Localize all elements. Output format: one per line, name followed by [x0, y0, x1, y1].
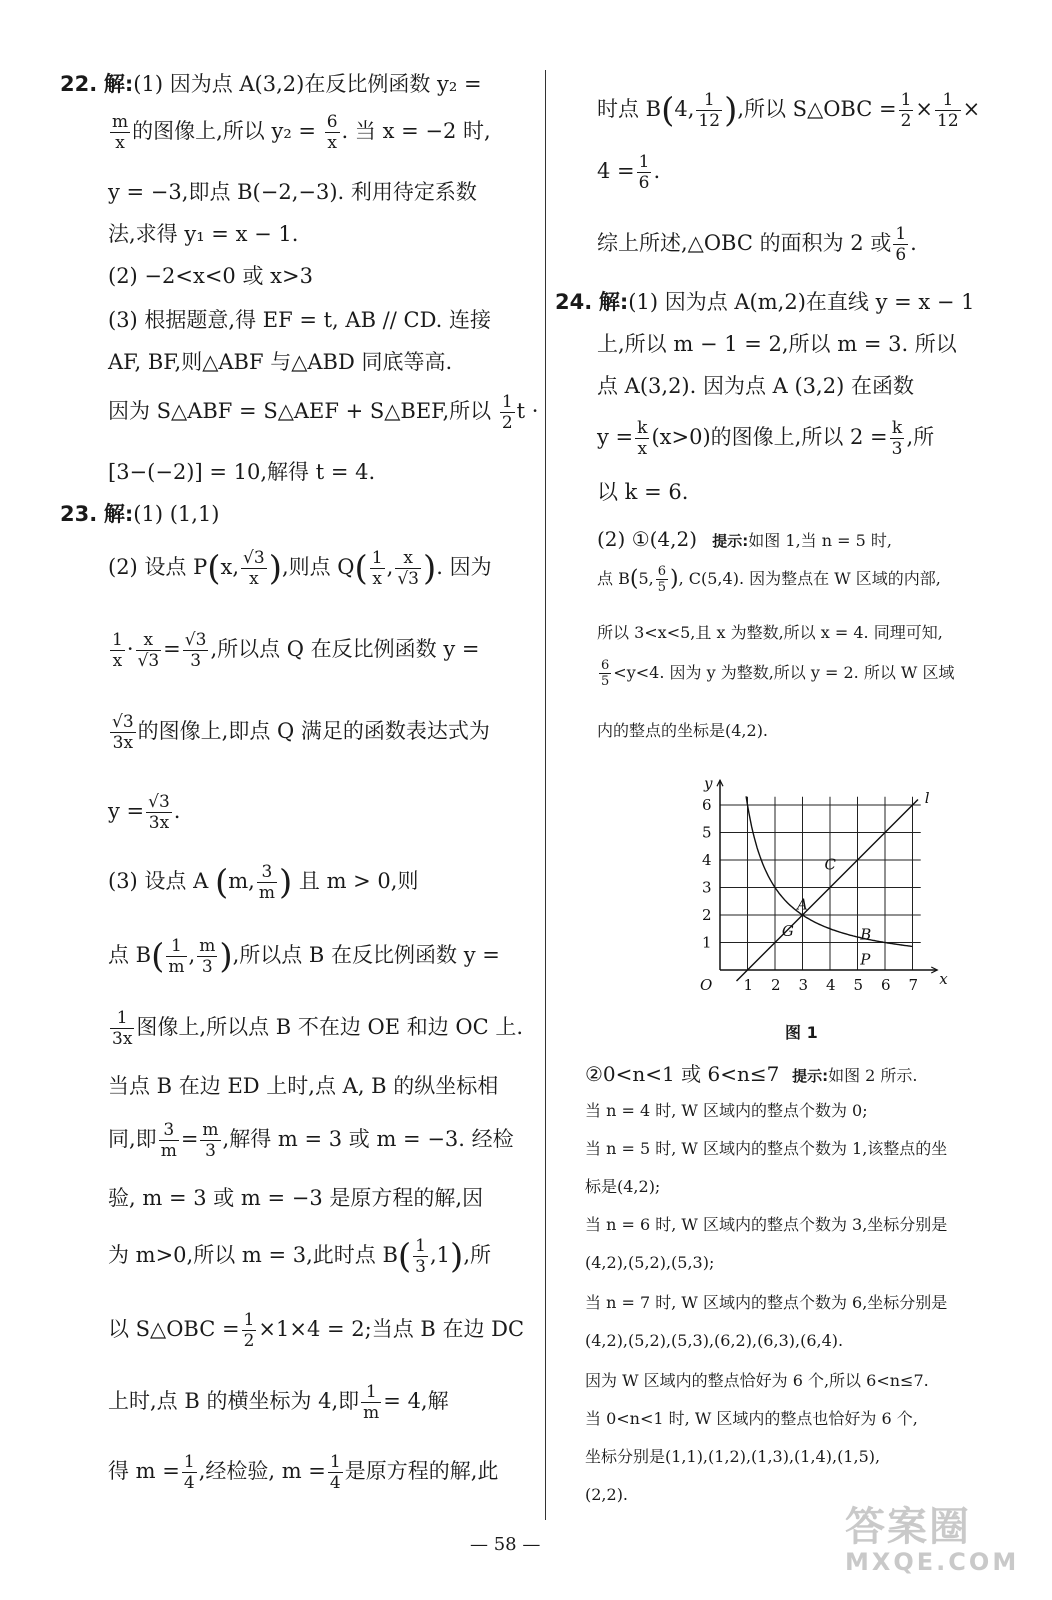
fraction: $\frac{1}{6}$: [638, 152, 650, 193]
q24-case-2b: 标是(4,2);: [585, 1177, 661, 1196]
fraction: $\frac{√3}{x}$: [243, 548, 265, 589]
q22-line-8: 因为 S△ABF = S△AEF + S△BEF,所以 $\frac{1}{2}$ t ·: [108, 392, 539, 433]
q22-line-1: 22. 解:(1) 因为点 A(3,2)在反比例函数 y₂ =: [60, 72, 482, 96]
q23-line-10: 同,即 $\frac{3}{m}$ = $\frac{m}{3}$ ,解得 m = 3 或 m = −3. 经检: [108, 1120, 514, 1161]
point-a-label: A: [797, 895, 808, 914]
q24-hint-line-5: 内的整点的坐标是(4,2).: [597, 721, 769, 740]
q23-line-2: (2) 设点 P(x, $\frac{√3}{x}$ ),则点 Q( $\frac{1}{x}$ , $\frac{x}{√3}$ ). 因为: [108, 548, 492, 589]
q23-continued-1: 时点 B(4, $\frac{1}{12}$ ),所以 S△OBC = $\frac{1}{2}$ × $\frac{1}{12}$ ×: [597, 90, 981, 131]
page-number: — 58 —: [470, 1534, 541, 1555]
fraction: $\frac{m}{3}$: [202, 1120, 219, 1161]
q24-case-4: 当 n = 7 时, W 区域内的整点个数为 6,坐标分别是: [585, 1293, 948, 1312]
q22-number: 22.: [60, 72, 98, 96]
watermark-logo: 答案圈 MXQE.COM: [845, 1504, 1020, 1576]
q22-line-5: (2) −2<x<0 或 x>3: [108, 264, 313, 288]
q23-line-3: $\frac{1}{x}$ · $\frac{x}{√3}$ = $\frac{√3}{3}$ ,所以点 Q 在反比例函数 y =: [112, 630, 480, 671]
q23-line-14: 上时,点 B 的横坐标为 4,即 $\frac{1}{m}$ = 4,解: [108, 1382, 449, 1423]
fraction: $\frac{√3}{3}$: [184, 630, 207, 671]
q23-line-11: 验, m = 3 或 m = −3 是原方程的解,因: [108, 1186, 484, 1210]
fraction: $\frac{3}{m}$: [160, 1120, 177, 1161]
y-axis-label: y: [704, 774, 713, 793]
line-l-label: l: [924, 788, 930, 807]
figure-1-graph: [665, 765, 948, 1005]
q23-line-7: 点 B( $\frac{1}{m}$ , $\frac{m}{3}$ ),所以点 B 在反比例函数 y =: [108, 936, 500, 977]
q22-line-2: $\frac{m}{x}$ 的图像上,所以 y₂ = $\frac{6}{x}$ . 当 x = −2 时,: [112, 112, 491, 153]
fraction: $\frac{m}{3}$: [199, 936, 216, 977]
point-b-label: B: [860, 925, 872, 944]
fraction: $\frac{√3}{3x}$: [112, 712, 134, 753]
q24-jie: 解:: [598, 290, 629, 314]
q22-line-3: y = −3,即点 B(−2,−3). 利用待定系数: [108, 180, 477, 204]
q24-line-1: 24. 解:(1) 因为点 A(m,2)在直线 y = x − 1: [555, 290, 975, 314]
y-tick-label: 3: [702, 878, 712, 897]
fraction: $\frac{3}{m}$: [258, 862, 275, 903]
q22-line-6: (3) 根据题意,得 EF = t, AB // CD. 连接: [108, 308, 492, 332]
q24-part2-line: ②0<n<1 或 6<n≤7 提示:如图 2 所示.: [585, 1062, 918, 1086]
q23-line-9: 当点 B 在边 ED 上时,点 A, B 的纵坐标相: [108, 1074, 499, 1098]
q23-conclusion: 综上所述,△OBC 的面积为 2 或 $\frac{1}{6}$ .: [597, 224, 917, 265]
q24-case-1: 当 n = 4 时, W 区域内的整点个数为 0;: [585, 1101, 868, 1120]
fraction: $\frac{1}{2}$: [243, 1310, 255, 1351]
point-c-label: C: [824, 855, 836, 874]
y-tick-label: 1: [702, 933, 712, 952]
fraction: $\frac{1}{x}$: [371, 548, 383, 589]
y-tick-label: 2: [702, 906, 712, 924]
x-tick-label: 2: [771, 976, 781, 994]
q24-number: 24.: [555, 290, 593, 314]
x-axis-label: x: [939, 970, 948, 988]
x-tick-label: 5: [853, 976, 864, 994]
q24-line-2: 上,所以 m − 1 = 2,所以 m = 3. 所以: [597, 332, 957, 356]
q24-case-3: 当 n = 6 时, W 区域内的整点个数为 3,坐标分别是: [585, 1215, 948, 1234]
fraction: $\frac{1}{m}$: [363, 1382, 380, 1423]
q23-line-5: y = $\frac{√3}{3x}$ .: [108, 792, 181, 833]
q24-conclusion-4: (2,2).: [585, 1485, 629, 1504]
q24-line-3: 点 A(3,2). 因为点 A (3,2) 在函数: [597, 374, 914, 398]
x-tick-label: 1: [743, 976, 754, 994]
q23-line-8: $\frac{1}{3x}$ 图像上,所以点 B 不在边 OE 和边 OC 上.: [112, 1008, 524, 1049]
fraction: $\frac{x}{√3}$: [397, 548, 419, 589]
q24-conclusion-3: 坐标分别是(1,1),(1,2),(1,3),(1,4),(1,5),: [585, 1447, 881, 1466]
fraction: $\frac{1}{12}$: [698, 90, 721, 131]
q22-line-4: 法,求得 y₁ = x − 1.: [108, 222, 299, 246]
line-l: [737, 800, 919, 982]
q24-case-2: 当 n = 5 时, W 区域内的整点个数为 1,该整点的坐: [585, 1139, 948, 1158]
q24-case-4b: (4,2),(5,2),(5,3),(6,2),(6,3),(6,4).: [585, 1331, 844, 1350]
q22-line-7: AF, BF,则△ABF 与△ABD 同底等高.: [108, 350, 453, 374]
fraction: $\frac{x}{√3}$: [137, 630, 160, 671]
y-tick-label: 6: [702, 796, 712, 814]
q24-hint-line-1: (2) ①(4,2) 提示:如图 1,当 n = 5 时,: [597, 527, 892, 551]
point-p-label: P: [860, 950, 871, 969]
q22-line-9: [3−(−2)] = 10,解得 t = 4.: [108, 460, 376, 484]
q23-line-6: (3) 设点 A (m, $\frac{3}{m}$ ) 且 m > 0,则: [108, 862, 419, 903]
figure-axes: [717, 780, 937, 973]
q24-case-3b: (4,2),(5,2),(5,3);: [585, 1253, 715, 1272]
fraction: $\frac{1}{12}$: [937, 90, 959, 131]
fraction: $\frac{6}{5}$: [601, 658, 610, 689]
fraction: $\frac{1}{m}$: [168, 936, 185, 977]
q23-continued-2: 4 = $\frac{1}{6}$ .: [597, 152, 661, 193]
fraction: $\frac{k}{x}$: [637, 418, 648, 459]
fraction: $\frac{k}{3}$: [891, 418, 903, 459]
origin-label: O: [700, 976, 713, 994]
q23-line-12: 为 m>0,所以 m = 3,此时点 B( $\frac{1}{3}$ ,1),所: [108, 1236, 491, 1277]
figure-caption: 图 1: [785, 1023, 818, 1042]
fraction: $\frac{1}{6}$: [895, 224, 907, 265]
column-divider: [545, 70, 546, 1520]
q23-line-15: 得 m = $\frac{1}{4}$ ,经检验, m = $\frac{1}{4}$ 是原方程的解,此: [108, 1452, 499, 1493]
q22-jie: 解:: [103, 72, 134, 96]
x-tick-label: 7: [908, 976, 919, 994]
q23-line-4: $\frac{√3}{3x}$ 的图像上,即点 Q 满足的函数表达式为: [112, 712, 490, 753]
q24-line-4: y = $\frac{k}{x}$ (x>0)的图像上,所以 2 = $\frac{k}{3}$ ,所: [597, 418, 935, 459]
point-g-label: G: [781, 922, 794, 941]
q24-conclusion-1: 因为 W 区域内的整点恰好为 6 个,所以 6<n≤7.: [585, 1371, 929, 1390]
fraction: $\frac{6}{5}$: [657, 564, 666, 595]
y-tick-label: 4: [702, 851, 712, 869]
fraction: $\frac{m}{x}$: [112, 112, 129, 153]
q24-conclusion-2: 当 0<n<1 时, W 区域内的整点也恰好为 6 个,: [585, 1409, 918, 1428]
fraction: $\frac{1}{3x}$: [112, 1008, 133, 1049]
q23-jie: 解:: [103, 502, 134, 526]
x-tick-label: 3: [798, 976, 809, 994]
fraction: $\frac{√3}{3x}$: [148, 792, 170, 833]
fraction: $\frac{1}{4}$: [183, 1452, 195, 1493]
fraction: $\frac{1}{4}$: [329, 1452, 341, 1493]
q24-line-5: 以 k = 6.: [597, 480, 689, 504]
figure-curves: [737, 796, 919, 981]
q23-line-13: 以 S△OBC = $\frac{1}{2}$ ×1×4 = 2;当点 B 在边 DC: [108, 1310, 525, 1351]
fraction: $\frac{6}{x}$: [326, 112, 338, 153]
y-tick-label: 5: [702, 823, 712, 842]
q24-hint-line-3: 所以 3<x<5,且 x 为整数,所以 x = 4. 同理可知,: [597, 623, 943, 642]
q23-number: 23.: [60, 502, 98, 526]
fraction: $\frac{1}{2}$: [501, 392, 513, 433]
q24-hint-line-2: 点 B(5, $\frac{6}{5}$ ), C(5,4). 因为整点在 W 区域的内部,: [597, 564, 941, 595]
fraction: $\frac{1}{3}$: [415, 1236, 426, 1277]
x-tick-label: 4: [826, 976, 836, 994]
q24-hint-line-4: $\frac{6}{5}$ <y<4. 因为 y 为整数,所以 y = 2. 所以 W 区域: [601, 658, 955, 689]
q23-line-1: 23. 解:(1) (1,1): [60, 502, 220, 526]
fraction: $\frac{1}{x}$: [112, 630, 123, 671]
x-tick-label: 6: [881, 976, 891, 994]
fraction: $\frac{1}{2}$: [900, 90, 912, 131]
